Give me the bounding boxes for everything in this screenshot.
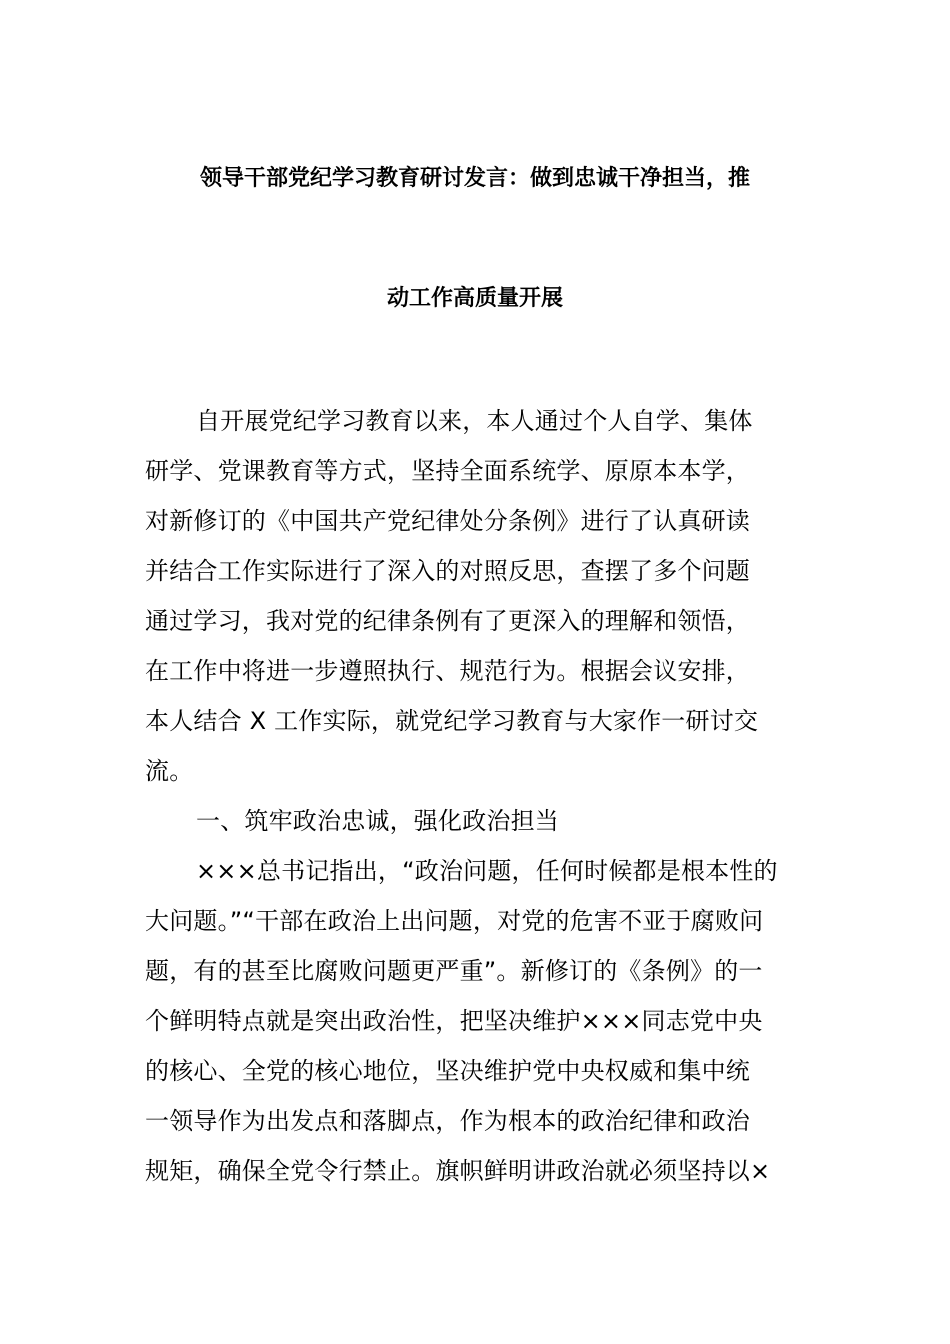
paragraph-1-line-7: 本人结合 X 工作实际，就党纪学习教育与大家作一研讨交 [145, 707, 759, 735]
paragraph-1-line-3: 对新修订的《中国共产党纪律处分条例》进行了认真研读 [145, 507, 750, 535]
paragraph-2-line-7: 规矩，确保全党令行禁止。旗帜鲜明讲政治就必须坚持以× [145, 1157, 771, 1185]
paragraph-1-line-8: 流。 [145, 757, 194, 785]
paragraph-1-line-2: 研学、党课教育等方式，坚持全面系统学、原原本本学， [145, 457, 750, 485]
paragraph-2-line-5: 的核心、全党的核心地位，坚决维护党中央权威和集中统 [145, 1057, 750, 1085]
document-title-line-1: 领导干部党纪学习教育研讨发言：做到忠诚干净担当，推 [199, 166, 750, 191]
paragraph-1-line-4: 并结合工作实际进行了深入的对照反思，查摆了多个问题 [145, 557, 750, 585]
paragraph-2-line-4: 个鲜明特点就是突出政治性，把坚决维护×××同志党中央 [145, 1007, 763, 1035]
paragraph-1-line-5: 通过学习，我对党的纪律条例有了更深入的理解和领悟， [145, 607, 750, 635]
paragraph-2-line-1: ×××总书记指出，“政治问题，任何时候都是根本性的 [196, 857, 778, 885]
document-title-line-2: 动工作高质量开展 [386, 286, 563, 311]
paragraph-2-line-6: 一领导作为出发点和落脚点，作为根本的政治纪律和政治 [145, 1107, 750, 1135]
paragraph-2-line-2: 大问题。”“干部在政治上出问题，对党的危害不亚于腐败问 [145, 907, 764, 935]
paragraph-1-line-6: 在工作中将进一步遵照执行、规范行为。根据会议安排， [145, 657, 750, 685]
paragraph-1-line-1: 自开展党纪学习教育以来，本人通过个人自学、集体 [196, 407, 753, 435]
paragraph-2-line-3: 题，有的甚至比腐败问题更严重”。新修订的《条例》的一 [145, 957, 763, 985]
section-heading-1: 一、筑牢政治忠诚，强化政治担当 [196, 807, 559, 835]
